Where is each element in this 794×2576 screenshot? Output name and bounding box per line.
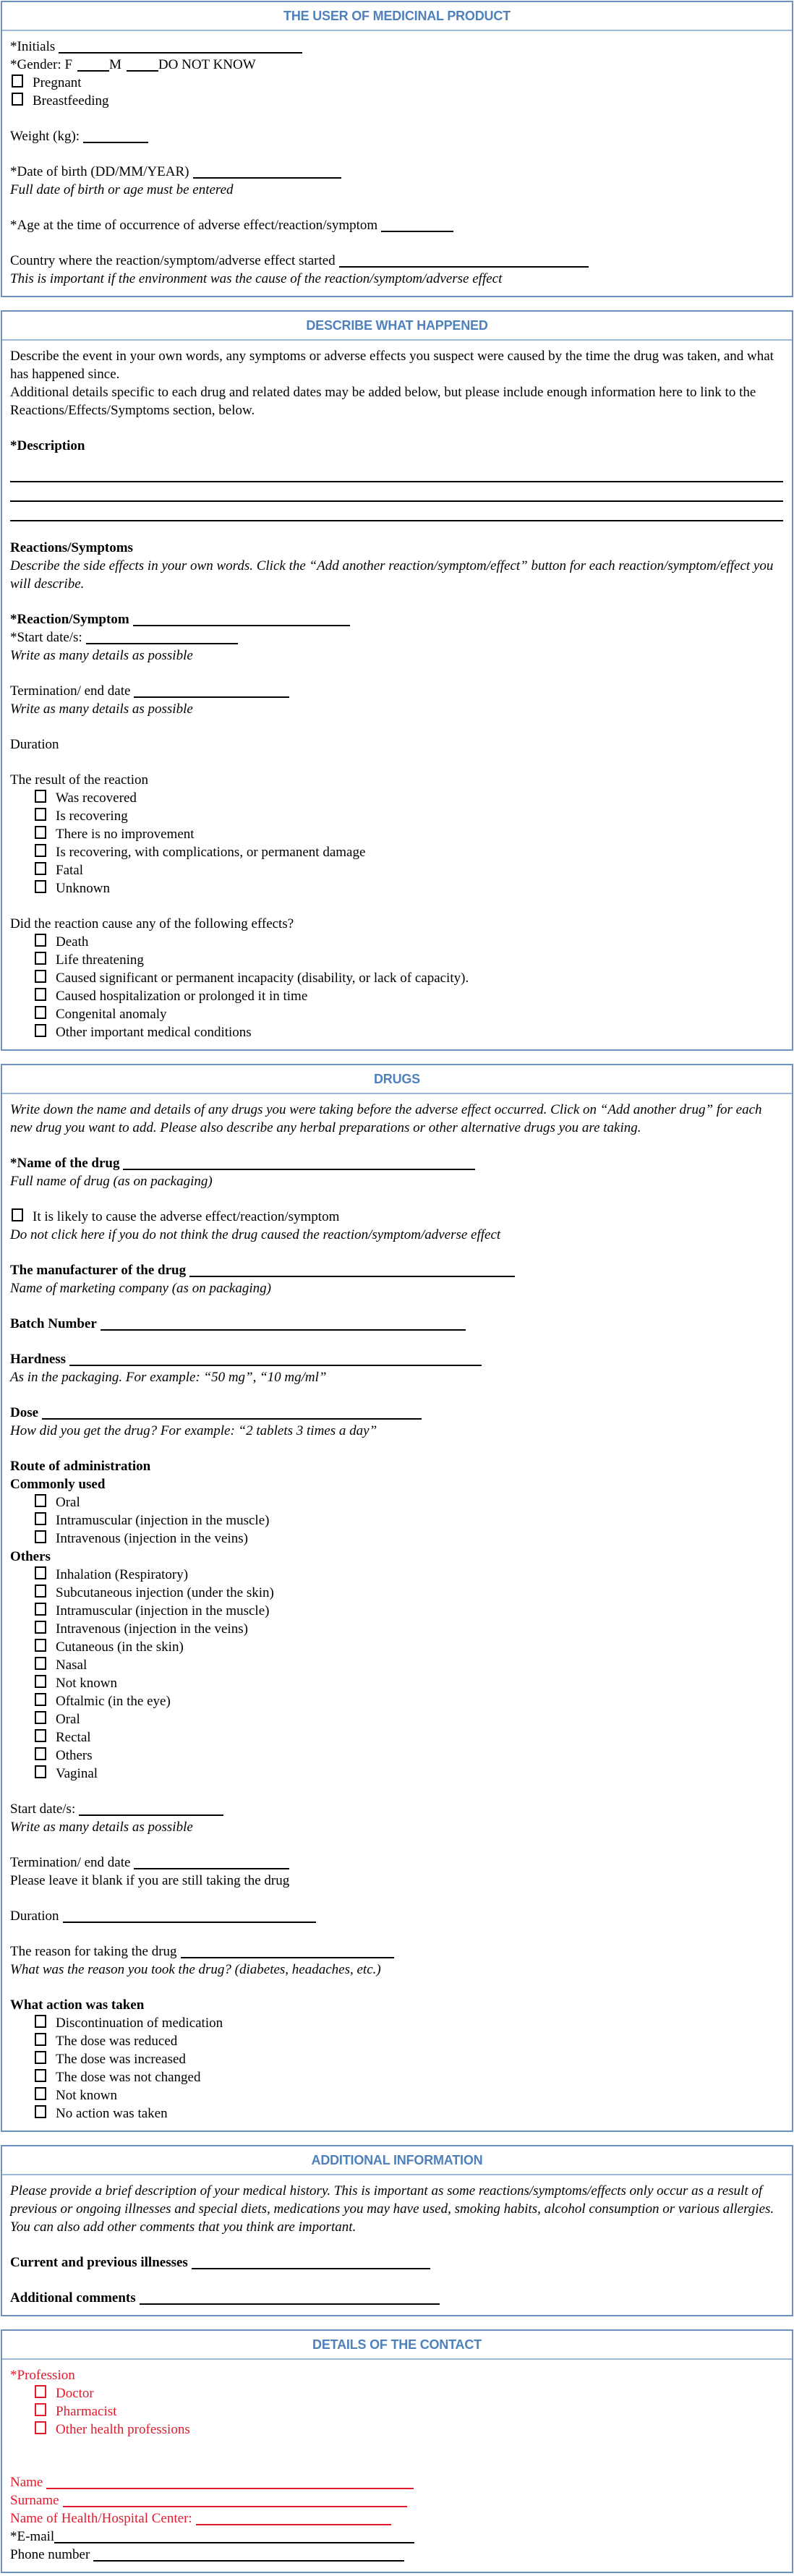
write-as-many-details-as-possible-note: Write as many details as possible	[10, 1820, 193, 1835]
country-where-the-reaction-symptom-adver-field	[10, 252, 784, 270]
the-manufacturer-of-the-drug-label: The manufacturer of the drug	[10, 1263, 187, 1278]
checkbox-option-death	[10, 933, 784, 951]
checkbox-icon[interactable]	[35, 1747, 46, 1760]
checkbox-option-others	[10, 1747, 784, 1765]
checkbox-icon[interactable]	[35, 2105, 46, 2118]
spacer	[10, 110, 784, 127]
life-threatening-label: Life threatening	[56, 952, 144, 968]
doctor-label: Doctor	[56, 2386, 94, 2401]
there-is-no-improvement-label: There is no improvement	[56, 827, 195, 842]
caused-hospitalization-or-prolonged-it-i-label: Caused hospitalization or prolonged it in time	[56, 989, 308, 1004]
checkbox-icon[interactable]	[35, 2385, 46, 2398]
please-leave-it-blank-if-you-are-still-t-label: Please leave it blank if you are still taking the drug	[10, 1873, 290, 1888]
hardness-label: Hardness	[10, 1352, 67, 1367]
checkbox-icon[interactable]	[35, 1729, 46, 1742]
cutaneous-in-the-skin-label: Cutaneous (in the skin)	[56, 1639, 184, 1655]
checkbox-icon[interactable]	[35, 1765, 46, 1778]
checkbox-icon[interactable]	[35, 952, 46, 965]
name-of-health-hospital-center-input-line[interactable]	[196, 2512, 391, 2525]
checkbox-option-not-known	[10, 1674, 784, 1692]
e-mail-input-line[interactable]	[54, 2530, 414, 2543]
checkbox-option-other-health-professions	[10, 2421, 784, 2439]
vaginal-label: Vaginal	[56, 1766, 98, 1781]
country-where-the-reaction-symptom-adver-input-line[interactable]	[339, 255, 589, 268]
current-and-previous-illnesses-field	[10, 2253, 784, 2272]
profession-label: *Profession	[10, 2368, 75, 2383]
not-known-label: Not known	[56, 1676, 117, 1691]
it-is-likely-to-cause-the-adverse-effect-label: It is likely to cause the adverse effect/reaction/symptom	[33, 1209, 340, 1224]
write-as-many-details-as-possible-note: Write as many details as possible	[10, 701, 193, 717]
spacer	[10, 1386, 784, 1404]
gender-field	[10, 56, 784, 74]
spacer	[10, 1244, 784, 1261]
describe-the-event-in-your-own-words-any-label: Describe the event in your own words, any symptoms or adverse effects you suspect were caused by the time the drug was taken, and what has happened since.	[10, 349, 774, 382]
subcutaneous-injection-under-the-skin-label: Subcutaneous injection (under the skin)	[56, 1585, 274, 1600]
do-not-know-label: DO NOT KNOW	[158, 57, 256, 72]
termination-end-date-input-line[interactable]	[134, 1856, 289, 1869]
breastfeeding-label: Breastfeeding	[33, 93, 109, 108]
additional-comments-field	[10, 2289, 784, 2307]
duration-label: Duration	[10, 737, 59, 752]
checkbox-option-rectal	[10, 1728, 784, 1747]
spacer	[10, 1890, 784, 1907]
dose-input-line[interactable]	[42, 1407, 422, 1420]
start-date-s-label: Start date/s:	[10, 1801, 76, 1817]
hardness-input-line[interactable]	[69, 1353, 482, 1366]
the-reason-for-taking-the-drug-input-line[interactable]	[181, 1945, 394, 1958]
checkbox-icon[interactable]	[35, 1693, 46, 1706]
as-in-the-packaging-for-example-50-mg-10-note: As in the packaging. For example: “50 mg”, “10 mg/ml”	[10, 1370, 327, 1385]
initials-field	[10, 38, 784, 56]
termination-end-date-field	[10, 682, 784, 700]
checkbox-icon[interactable]	[35, 934, 46, 947]
fatal-label: Fatal	[56, 863, 83, 878]
name-field	[10, 2473, 784, 2491]
checkbox-icon[interactable]	[35, 1006, 46, 1019]
reaction-symptom-input-line[interactable]	[133, 613, 350, 626]
checkbox-icon[interactable]	[35, 988, 46, 1001]
checkbox-option-life-threatening	[10, 951, 784, 969]
section-drugs	[1, 1064, 793, 2132]
checkbox-icon[interactable]	[35, 844, 46, 857]
congenital-anomaly-label: Congenital anomaly	[56, 1007, 167, 1022]
spacer	[10, 897, 784, 915]
full-date-of-birth-or-age-must-be-entere-note: Full date of birth or age must be entered	[10, 182, 234, 197]
spacer	[10, 419, 784, 437]
section-describe-what-happened	[1, 310, 793, 1051]
describe-the-side-effects-in-your-own-wo-note: Describe the side effects in your own words. Click the “Add another reaction/symptom/effect” button for each reaction/symptom/effect you will describe.	[10, 558, 774, 592]
checkbox-option-the-dose-was-not-changed	[10, 2068, 784, 2086]
name-of-marketing-company-as-on-packagin-note: Name of marketing company (as on packaging)	[10, 1281, 271, 1296]
checkbox-icon[interactable]	[35, 1530, 46, 1543]
checkbox-option-is-recovering	[10, 807, 784, 825]
weight-kg-input-line[interactable]	[83, 130, 148, 143]
checkbox-option-fatal	[10, 861, 784, 879]
hardness-field	[10, 1350, 784, 1368]
gender-input-line[interactable]	[77, 59, 109, 72]
the-manufacturer-of-the-drug-input-line[interactable]	[189, 1264, 515, 1277]
reactions-symptoms-label: Reactions/Symptoms	[10, 540, 133, 555]
spacer	[10, 665, 784, 682]
other-health-professions-label: Other health professions	[56, 2422, 190, 2437]
start-date-s-label: *Start date/s:	[10, 630, 82, 645]
the-result-of-the-reaction-label: The result of the reaction	[10, 772, 148, 788]
others-label: Others	[56, 1748, 93, 1763]
checkbox-option-other-important-medical-conditions	[10, 1023, 784, 1041]
additional-details-specific-to-each-drug-label: Additional details specific to each drug and related dates may be added below, but please include enough information here to link to the Reactions/Effects/Symptoms section, below.	[10, 385, 756, 418]
initials-input-line[interactable]	[59, 40, 302, 54]
checkbox-option-was-recovered	[10, 789, 784, 807]
spacer	[10, 1440, 784, 1457]
spacer	[10, 1297, 784, 1315]
termination-end-date-input-line[interactable]	[134, 685, 289, 698]
checkbox-option-intravenous-injection-in-the-veins	[10, 1530, 784, 1548]
was-recovered-label: Was recovered	[56, 790, 137, 806]
phone-number-field	[10, 2546, 784, 2564]
description-label: *Description	[10, 438, 85, 453]
inhalation-respiratory-label: Inhalation (Respiratory)	[56, 1567, 189, 1582]
checkbox-icon[interactable]	[12, 74, 23, 88]
name-of-the-drug-field	[10, 1154, 784, 1172]
checkbox-option-pharmacist	[10, 2402, 784, 2421]
start-date-s-input-line[interactable]	[86, 631, 238, 644]
checkbox-icon[interactable]	[35, 1494, 46, 1507]
checkbox-option-oral	[10, 1710, 784, 1728]
checkbox-option-cutaneous-in-the-skin	[10, 1638, 784, 1656]
checkbox-option-not-known	[10, 2086, 784, 2104]
checkbox-icon[interactable]	[35, 1603, 46, 1616]
checkbox-option-nasal	[10, 1656, 784, 1674]
the-dose-was-increased-label: The dose was increased	[56, 2052, 186, 2067]
spacer	[10, 521, 784, 539]
surname-field	[10, 2491, 784, 2509]
is-recovering-label: Is recovering	[56, 809, 128, 824]
unknown-label: Unknown	[56, 881, 110, 896]
checkbox-option-vaginal	[10, 1765, 784, 1783]
termination-end-date-label: Termination/ end date	[10, 1855, 131, 1870]
checkbox-option-doctor	[10, 2384, 784, 2402]
section-title-details-of-the-contact: DETAILS OF THE CONTACT	[2, 2331, 792, 2360]
weight-kg-label: Weight (kg):	[10, 129, 80, 144]
reaction-symptom-label: *Reaction/Symptom	[10, 612, 129, 627]
spacer	[10, 1137, 784, 1154]
section-user-of-medicinal-product	[1, 1, 793, 297]
spacer	[10, 2236, 784, 2253]
what-was-the-reason-you-took-the-drug-di-note: What was the reason you took the drug? (diabetes, headaches, etc.)	[10, 1962, 381, 1977]
checkbox-option-the-dose-was-reduced	[10, 2032, 784, 2050]
phone-number-input-line[interactable]	[93, 2549, 404, 2562]
not-known-label: Not known	[56, 2088, 117, 2103]
section-body-drugs	[2, 1094, 792, 2131]
date-of-birth-dd-mm-year-label: *Date of birth (DD/MM/YEAR)	[10, 164, 189, 179]
checkbox-option-intramuscular-injection-in-the-muscle	[10, 1602, 784, 1620]
how-did-you-get-the-drug-for-example-2-t-note: How did you get the drug? For example: “2 tablets 3 times a day”	[10, 1423, 377, 1438]
the-dose-was-reduced-label: The dose was reduced	[56, 2034, 178, 2049]
spacer	[10, 1190, 784, 1208]
checkbox-icon[interactable]	[12, 93, 23, 106]
checkbox-icon[interactable]	[35, 1657, 46, 1670]
name-label: Name	[10, 2475, 43, 2490]
pregnant-label: Pregnant	[33, 75, 82, 90]
start-date-s-field	[10, 628, 784, 647]
checkbox-icon[interactable]	[35, 2421, 46, 2434]
checkbox-icon[interactable]	[35, 826, 46, 839]
checkbox-icon[interactable]	[35, 808, 46, 821]
checkbox-icon[interactable]	[35, 1024, 46, 1037]
gender-input-line[interactable]	[127, 59, 158, 72]
section-body-details-of-the-contact	[2, 2360, 792, 2572]
section-details-of-the-contact	[1, 2329, 793, 2573]
checkbox-option-subcutaneous-injection-under-the-skin	[10, 1584, 784, 1602]
date-of-birth-dd-mm-year-field	[10, 163, 784, 181]
writing-line[interactable]	[10, 463, 783, 482]
spacer	[10, 754, 784, 771]
e-mail-label: *E-mail	[10, 2529, 55, 2544]
batch-number-field	[10, 1315, 784, 1333]
write-down-the-name-and-details-of-any-d-note: Write down the name and details of any drugs you were taking before the adverse effect occurred. Click on “Add another drug” for each new drug you want to add. Please also describe any herbal preparations or other alternative drugs you are taking.	[10, 1102, 762, 1135]
section-body-user-of-medicinal-product	[2, 31, 792, 296]
checkbox-option-unknown	[10, 879, 784, 897]
m-label: M	[109, 57, 121, 72]
checkbox-icon[interactable]	[35, 880, 46, 893]
checkbox-option-inhalation-respiratory	[10, 1566, 784, 1584]
gender-f-label: *Gender: F	[10, 57, 73, 72]
initials-label: *Initials	[10, 39, 56, 54]
route-of-administration-label: Route of administration	[10, 1459, 151, 1474]
checkbox-icon[interactable]	[35, 1675, 46, 1688]
name-of-health-hospital-center-label: Name of Health/Hospital Center:	[10, 2511, 192, 2526]
section-body-additional-information	[2, 2175, 792, 2315]
surname-input-line[interactable]	[63, 2494, 407, 2507]
spacer	[10, 718, 784, 735]
checkbox-icon[interactable]	[12, 1208, 23, 1221]
checkbox-option-discontinuation-of-medication	[10, 2014, 784, 2032]
spacer-small	[10, 455, 784, 463]
section-title-additional-information: ADDITIONAL INFORMATION	[2, 2146, 792, 2175]
checkbox-option-it-is-likely-to-cause-the-adverse-effect	[10, 1208, 784, 1226]
the-dose-was-not-changed-label: The dose was not changed	[56, 2070, 201, 2085]
do-not-click-here-if-you-do-not-think-th-note: Do not click here if you do not think the drug caused the reaction/symptom/adverse effect	[10, 1227, 501, 1242]
age-at-the-time-of-occurrence-of-adverse-field	[10, 216, 784, 234]
section-title-describe-what-happened: DESCRIBE WHAT HAPPENED	[2, 312, 792, 341]
checkbox-option-oftalmic-in-the-eye	[10, 1692, 784, 1710]
checkbox-option-caused-significant-or-permanent-incapaci	[10, 969, 784, 987]
checkbox-icon[interactable]	[35, 1585, 46, 1598]
duration-label: Duration	[10, 1908, 59, 1924]
spacer	[10, 1333, 784, 1350]
did-the-reaction-cause-any-of-the-follow-label: Did the reaction cause any of the following effects?	[10, 916, 294, 931]
age-at-the-time-of-occurrence-of-adverse-label: *Age at the time of occurrence of adverse effect/reaction/symptom	[10, 218, 378, 233]
the-reason-for-taking-the-drug-field	[10, 1942, 784, 1961]
section-title-user-of-medicinal-product: THE USER OF MEDICINAL PRODUCT	[2, 2, 792, 31]
current-and-previous-illnesses-label: Current and previous illnesses	[10, 2255, 188, 2270]
intramuscular-injection-in-the-muscle-label: Intramuscular (injection in the muscle)	[56, 1513, 270, 1528]
spacer	[10, 1979, 784, 1996]
additional-comments-label: Additional comments	[10, 2290, 136, 2306]
batch-number-input-line[interactable]	[101, 1318, 466, 1331]
additional-comments-input-line[interactable]	[140, 2292, 440, 2305]
checkbox-option-pregnant	[10, 74, 784, 92]
intramuscular-injection-in-the-muscle-label: Intramuscular (injection in the muscle)	[56, 1603, 270, 1618]
spacer	[10, 2272, 784, 2289]
others-label: Others	[10, 1549, 51, 1564]
batch-number-label: Batch Number	[10, 1316, 97, 1331]
death-label: Death	[56, 934, 89, 950]
full-name-of-drug-as-on-packaging-note: Full name of drug (as on packaging)	[10, 1174, 213, 1189]
nasal-label: Nasal	[56, 1658, 87, 1673]
checkbox-option-caused-hospitalization-or-prolonged-it-i	[10, 987, 784, 1005]
dose-field	[10, 1404, 784, 1422]
section-title-drugs: DRUGS	[2, 1065, 792, 1094]
e-mail-field	[10, 2528, 784, 2546]
rectal-label: Rectal	[56, 1730, 91, 1745]
checkbox-option-intravenous-injection-in-the-veins	[10, 1620, 784, 1638]
name-of-the-drug-label: *Name of the drug	[10, 1156, 120, 1171]
reaction-symptom-field	[10, 610, 784, 628]
name-input-line[interactable]	[46, 2476, 414, 2489]
checkbox-option-no-action-was-taken	[10, 2104, 784, 2123]
other-important-medical-conditions-label: Other important medical conditions	[56, 1025, 252, 1040]
start-date-s-input-line[interactable]	[79, 1803, 223, 1816]
duration-input-line[interactable]	[63, 1910, 316, 1923]
weight-kg-field	[10, 127, 784, 145]
checkbox-icon[interactable]	[35, 2403, 46, 2416]
checkbox-icon[interactable]	[35, 2069, 46, 2082]
this-is-important-if-the-environment-was-note: This is important if the environment was the cause of the reaction/symptom/adverse effect	[10, 271, 503, 286]
the-manufacturer-of-the-drug-field	[10, 1261, 784, 1279]
checkbox-option-intramuscular-injection-in-the-muscle	[10, 1511, 784, 1530]
spacer	[10, 1836, 784, 1854]
dose-label: Dose	[10, 1405, 39, 1420]
the-reason-for-taking-the-drug-label: The reason for taking the drug	[10, 1944, 177, 1959]
spacer	[10, 1783, 784, 1800]
date-of-birth-dd-mm-year-input-line[interactable]	[193, 166, 341, 179]
pharmacist-label: Pharmacist	[56, 2404, 117, 2419]
oral-label: Oral	[56, 1712, 80, 1727]
checkbox-icon[interactable]	[35, 1639, 46, 1652]
phone-number-label: Phone number	[10, 2547, 90, 2562]
intravenous-injection-in-the-veins-label: Intravenous (injection in the veins)	[56, 1621, 248, 1637]
caused-significant-or-permanent-incapaci-label: Caused significant or permanent incapacity (disability, or lack of capacity).	[56, 971, 469, 986]
spacer	[10, 199, 784, 216]
intravenous-injection-in-the-veins-label: Intravenous (injection in the veins)	[56, 1531, 248, 1546]
country-where-the-reaction-symptom-adver-label: Country where the reaction/symptom/adverse effect started	[10, 253, 336, 268]
age-at-the-time-of-occurrence-of-adverse-input-line[interactable]	[381, 219, 453, 232]
checkbox-icon[interactable]	[35, 1711, 46, 1724]
spacer	[10, 2456, 784, 2473]
oral-label: Oral	[56, 1495, 80, 1510]
spacer	[10, 1925, 784, 1942]
surname-label: Surname	[10, 2493, 59, 2508]
checkbox-icon[interactable]	[35, 1621, 46, 1634]
checkbox-option-there-is-no-improvement	[10, 825, 784, 843]
checkbox-icon[interactable]	[35, 862, 46, 875]
checkbox-option-oral	[10, 1493, 784, 1511]
checkbox-option-congenital-anomaly	[10, 1005, 784, 1023]
section-body-describe-what-happened	[2, 341, 792, 1049]
checkbox-option-breastfeeding	[10, 92, 784, 110]
discontinuation-of-medication-label: Discontinuation of medication	[56, 2016, 223, 2031]
section-additional-information	[1, 2145, 793, 2316]
spacer	[10, 145, 784, 163]
duration-field	[10, 1907, 784, 1925]
termination-end-date-label: Termination/ end date	[10, 683, 131, 699]
checkbox-icon[interactable]	[35, 2015, 46, 2028]
checkbox-icon[interactable]	[35, 2033, 46, 2046]
checkbox-icon[interactable]	[35, 1512, 46, 1525]
please-provide-a-brief-description-of-yo-note: Please provide a brief description of your medical history. This is important as some reactions/symptoms/effects only occur as a result of previous or ongoing illnesses and special diets, medications you may have used, smoking habits, alcohol consumption or various allergies. You can also add other comments that you think are important.	[10, 2183, 774, 2235]
write-as-many-details-as-possible-note: Write as many details as possible	[10, 648, 193, 663]
spacer	[10, 593, 784, 610]
current-and-previous-illnesses-input-line[interactable]	[192, 2256, 430, 2269]
checkbox-icon[interactable]	[35, 2051, 46, 2064]
checkbox-option-the-dose-was-increased	[10, 2050, 784, 2068]
spacer	[10, 234, 784, 252]
checkbox-icon[interactable]	[35, 970, 46, 983]
is-recovering-with-complications-or-perm-label: Is recovering, with complications, or permanent damage	[56, 845, 366, 860]
writing-line[interactable]	[10, 502, 783, 521]
name-of-health-hospital-center-field	[10, 2509, 784, 2528]
checkbox-icon[interactable]	[35, 1566, 46, 1579]
start-date-s-field	[10, 1800, 784, 1818]
oftalmic-in-the-eye-label: Oftalmic (in the eye)	[56, 1694, 171, 1709]
spacer	[10, 2439, 784, 2456]
checkbox-icon[interactable]	[35, 790, 46, 803]
checkbox-option-is-recovering-with-complications-or-perm	[10, 843, 784, 861]
name-of-the-drug-input-line[interactable]	[123, 1157, 475, 1170]
what-action-was-taken-label: What action was taken	[10, 1997, 145, 2013]
commonly-used-label: Commonly used	[10, 1477, 106, 1492]
checkbox-icon[interactable]	[35, 2087, 46, 2100]
writing-line[interactable]	[10, 482, 783, 502]
termination-end-date-field	[10, 1854, 784, 1872]
no-action-was-taken-label: No action was taken	[56, 2106, 168, 2121]
